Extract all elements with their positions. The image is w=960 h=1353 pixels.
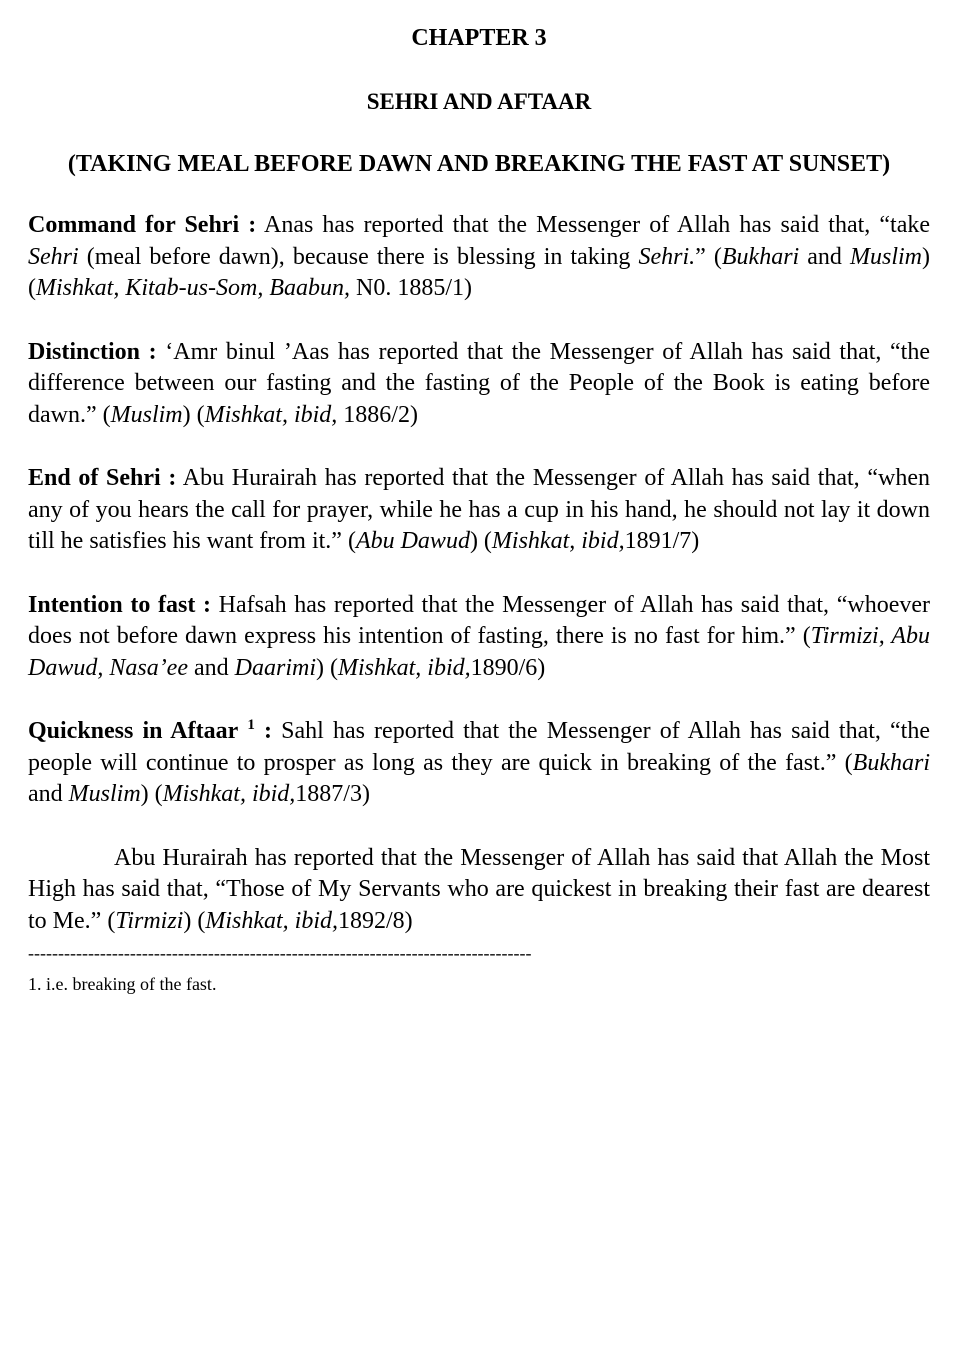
text: ) ( <box>28 243 930 301</box>
text: 1892/8) <box>338 907 413 934</box>
footnote-separator: ------------------------------------------------------------------------------------ <box>28 943 532 963</box>
italic-text: Daarimi <box>234 654 316 681</box>
chapter-number: CHAPTER 3 <box>411 25 547 51</box>
text: ) ( <box>315 654 338 681</box>
italic-text: Mishkat, Kitab-us-Som, Baabun, <box>36 275 350 301</box>
italic-text: Tirmizi <box>115 907 184 934</box>
italic-text: Bukhari <box>852 749 930 776</box>
italic-text: Mishkat, ibid, <box>491 528 625 554</box>
italic-text: Abu Dawud <box>355 528 470 554</box>
paragraph-intention-to-fast <box>28 590 930 685</box>
text: ) ( <box>469 528 492 554</box>
text: Abu Hurairah has reported that the Messenger of Allah has said that, “when any of you hears the call for prayer, while he has a cup in his hand, he should not lay it down till he satisfies his want from it.” ( <box>28 465 930 554</box>
heading-colon: : <box>254 718 273 744</box>
paragraph-abu-hurairah <box>28 843 930 938</box>
paragraph-heading: Intention to fast : <box>28 591 211 618</box>
text: ‘Amr binul ’Aas has reported that the Messenger of Allah has said that, “the difference between our fasting and the fasting of the People of the Book is eating before dawn.” ( <box>28 338 931 428</box>
paragraph-quickness-in-aftaar <box>28 716 930 811</box>
paragraph-heading: Command for Sehri : <box>28 212 257 238</box>
footnote-marker: 1 <box>247 717 255 733</box>
text: Sahl has reported that the Messenger of Allah has said that, “the people will continue to prosper as long as they are quick in breaking of the fast.” ( <box>28 718 931 776</box>
text: ” ( <box>695 243 722 270</box>
footnote: 1. i.e. breaking of the fast. <box>28 974 217 994</box>
text: Abu Hurairah has reported that the Messenger of Allah has said that Allah the Most High has said that, “Those of My Servants who are quickest in breaking their fast are dearest to Me.” ( <box>28 844 930 934</box>
text: Hafsah has reported that the Messenger of Allah has said that, “whoever does not before dawn express his intention of fasting, there is no fast for him.” ( <box>28 591 931 649</box>
text: ) ( <box>183 907 206 934</box>
italic-text: Mishkat, ibid, <box>337 654 471 681</box>
italic-text: Mishkat, ibid, <box>205 907 338 934</box>
text: and <box>187 654 235 681</box>
text: 1887/3) <box>295 781 370 807</box>
text: Anas has reported that the Messenger of Allah has said that, “take <box>256 212 930 238</box>
italic-text: Mishkat, ibid, <box>162 781 296 807</box>
text: N0. 1885/1) <box>349 275 472 301</box>
text: ) ( <box>182 401 205 428</box>
paragraph-distinction <box>28 337 930 432</box>
paragraph-command-for-sehri <box>28 210 930 305</box>
text: ) ( <box>140 781 163 807</box>
text: and <box>799 243 850 270</box>
italic-text: Muslim <box>68 781 141 807</box>
text: 1886/2) <box>337 401 418 428</box>
italic-text: Bukhari <box>721 243 800 270</box>
italic-text: Sehri. <box>638 243 696 270</box>
text: and <box>28 781 69 807</box>
text: 1890/6) <box>470 654 546 681</box>
italic-text: Muslim <box>110 401 183 428</box>
text: (meal before dawn), because there is blessing in taking <box>78 243 639 270</box>
italic-text: Sehri <box>28 243 79 270</box>
chapter-title: SEHRI AND AFTAAR <box>366 89 592 114</box>
text: 1891/7) <box>624 528 700 554</box>
italic-text: Muslim <box>850 243 922 270</box>
paragraph-heading: Distinction : <box>28 338 157 365</box>
italic-text: Tirmizi, Abu Dawud, Nasa’ee <box>28 623 930 681</box>
paragraph-end-of-sehri <box>28 463 930 558</box>
paragraph-heading: Quickness in Aftaar <box>28 718 239 744</box>
paragraph-heading: End of Sehri : <box>28 465 177 491</box>
italic-text: Mishkat, ibid, <box>204 401 338 428</box>
chapter-subtitle: (TAKING MEAL BEFORE DAWN AND BREAKING THE FAST AT SUNSET) <box>67 151 891 177</box>
